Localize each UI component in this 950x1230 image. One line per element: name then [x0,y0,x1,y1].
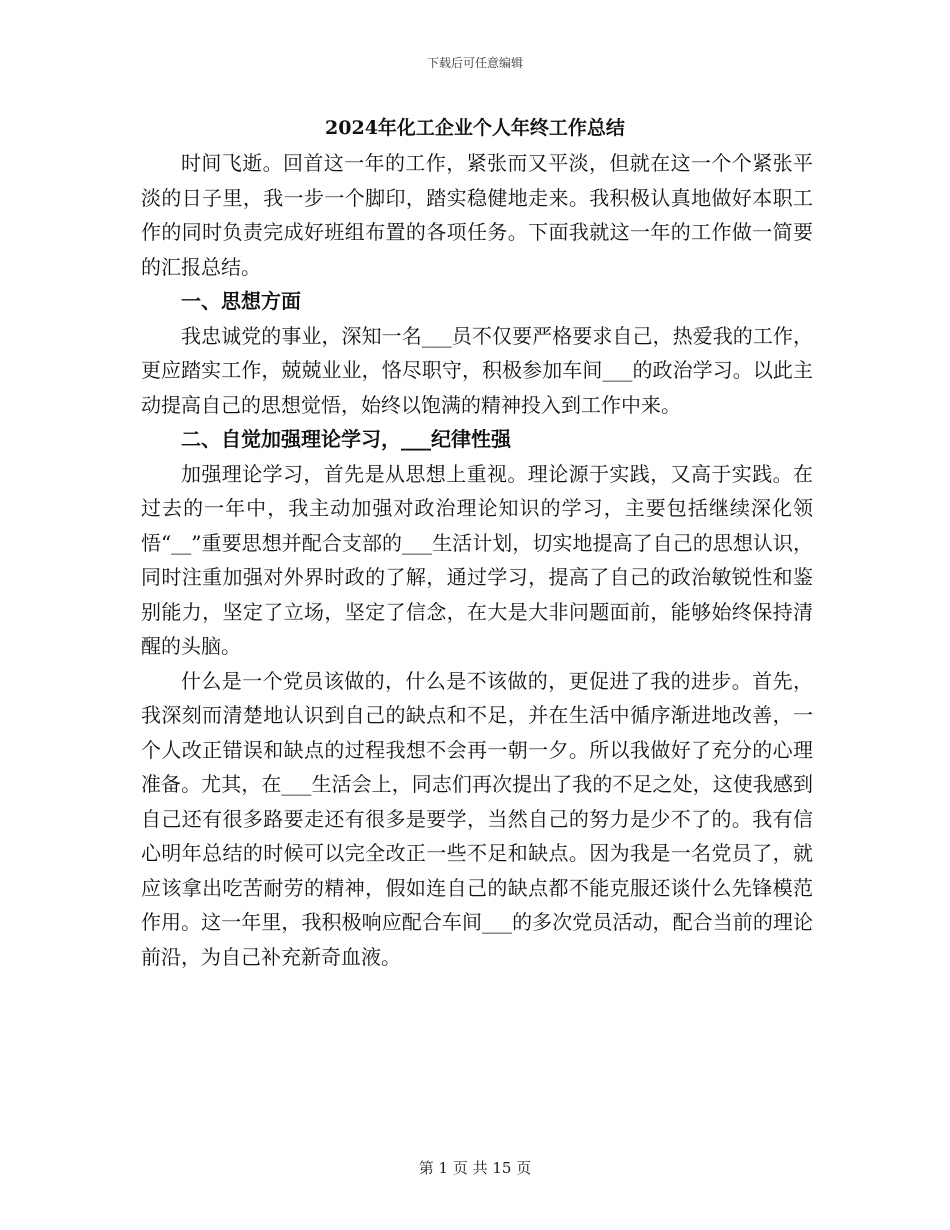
paragraph-theory-study: 加强理论学习，首先是从思想上重视。理论源于实践，又高于实践。在过去的一年中，我主动加强对政治理论知识的学习，主要包括继续深化领悟“__”重要思想并配合支部的___生活计划，切实地提高了自己的思想认识，同时注重加强对外界时政的了解，通过学习，提高了自己的政治敏锐性和鉴别能力，坚定了立场，坚定了信念，在大是大非问题面前，能够始终保持清醒的头脑。 [141,461,813,658]
paragraph-intro: 时间飞逝。回首这一年的工作，紧张而又平淡，但就在这一个个紧张平淡的日子里，我一步一个脚印，踏实稳健地走来。我积极认真地做好本职工作的同时负责完成好班组布置的各项任务。下面我就这一年的工作做一简要的汇报总结。 [141,151,813,279]
section-heading-theory-study: 二、自觉加强理论学习，___纪律性强 [181,427,511,451]
document-body [141,146,813,974]
page-number: 第 1 页 共 15 页 [418,1159,532,1177]
section-heading-ideology: 一、思想方面 [181,289,301,313]
paragraph-ideology: 我忠诚党的事业，深知一名___员不仅要严格要求自己，热爱我的工作，更应踏实工作，兢兢业业，恪尽职守，积极参加车间___的政治学习。以此主动提高自己的思想觉悟，始终以饱满的精神投入到工作中来。 [141,323,813,417]
header-note: 下载后可任意编辑 [426,56,523,70]
paragraph-self-improvement: 什么是一个党员该做的，什么是不该做的，更促进了我的进步。首先，我深刻而清楚地认识到自己的缺点和不足，并在生活中循序渐进地改善，一个人改正错误和缺点的过程我想不会再一朝一夕。所以我做好了充分的心理准备。尤其，在___生活会上，同志们再次提出了我的不足之处，这使我感到自己还有很多路要走还有很多是要学，当然自己的努力是少不了的。我有信心明年总结的时候可以完全改正一些不足和缺点。因为我是一名党员了，就应该拿出吃苦耐劳的精神，假如连自己的缺点都不能克服还谈什么先锋模范作用。这一年里，我积极响应配合车间___的多次党员活动，配合当前的理论前沿，为自己补充新奇血液。 [141,668,813,969]
document-title: 2024年化工企业个人年终工作总结 [325,117,625,139]
